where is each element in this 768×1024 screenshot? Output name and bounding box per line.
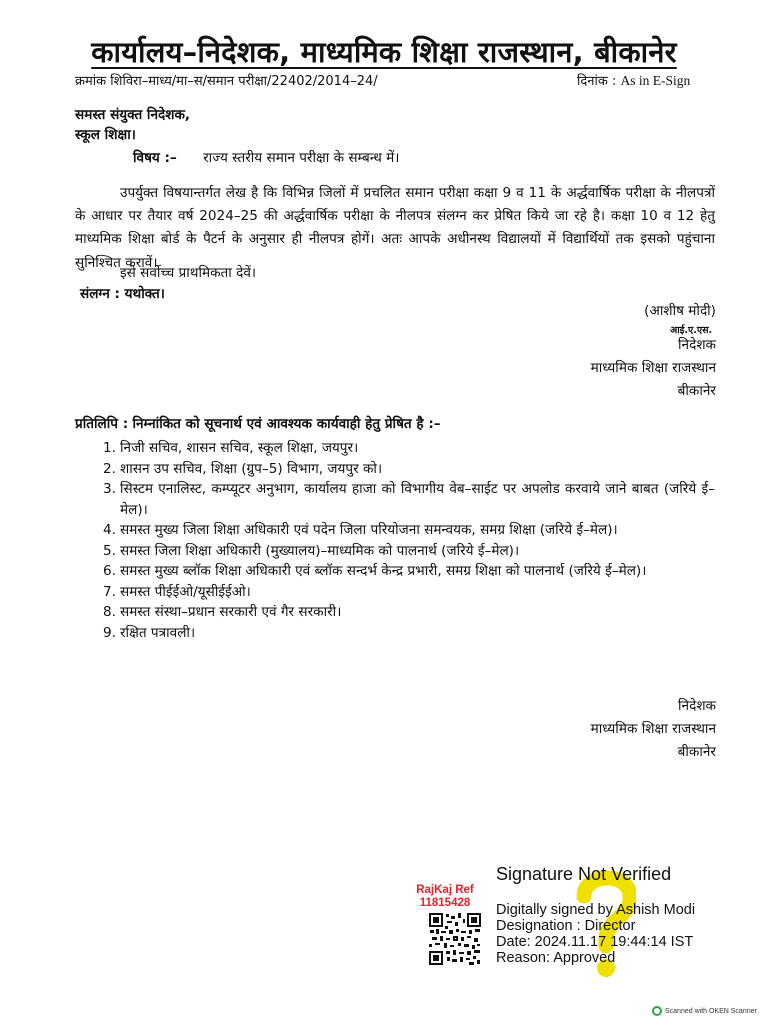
- rajkaj-reference: [412, 884, 478, 910]
- item-text: समस्त जिला शिक्षा अधिकारी (मुख्यालय)–माध्यमिक को पालनार्थ (जरिये ई–मेल)।: [120, 542, 520, 559]
- footer-signatory: [591, 695, 716, 764]
- enclosure-line: संलग्न : यथोक्त।: [80, 286, 165, 302]
- copy-to-heading-line: [75, 413, 441, 436]
- list-item: [103, 541, 715, 562]
- signatory-name: (आशीष मोदी): [644, 303, 716, 319]
- list-item: [103, 459, 715, 480]
- signature-signed-by: Digitally signed by Ashish Modi: [496, 902, 696, 918]
- rajkaj-number: 11815428: [419, 897, 471, 909]
- date-value: As in E-Sign: [620, 73, 691, 88]
- scanner-text: Scanned with OKEN Scanner: [665, 1007, 757, 1015]
- item-text: सिस्टम एनालिस्ट, कम्प्यूटर अनुभाग, कार्यालय हाजा को विभागीय वेब–साईट पर अपलोड करवाये जाने बाबत (जरिये ई–मेल)।: [120, 481, 715, 518]
- footer-designation: निदेशक: [678, 698, 716, 714]
- priority-line: इसे सर्वोच्च प्राथमिकता देवें।: [120, 265, 257, 281]
- list-item: [103, 602, 715, 623]
- subject-text: राज्य स्तरीय समान परीक्षा के सम्बन्ध में।: [203, 150, 400, 166]
- body-paragraph: उपर्युक्त विषयान्तर्गत लेख है कि विभिन्न जिलों में प्रचलित समान परीक्षा कक्षा 9 व 11 के अर्द्धवार्षिक परीक्षा के नीलपत्रों के आधार पर तैयार वर्ष 2024–25 की अर्द्धवार्षिक परीक्षा के नीलपत्र संलग्न कर प्रेषित किये जा रहे है। कक्षा 10 व 12 हेतु माध्यमिक शिक्षा बोर्ड के पैटर्न के अनुसार ही नीलपत्र होगें। अतः आपके अधीनस्थ विद्यालयों में विद्यार्थियों तक इसको पहुंचाना सुनिश्चित करावें।: [75, 185, 715, 271]
- item-number: 6.: [103, 563, 116, 579]
- item-text: शासन उप सचिव, शिक्षा (ग्रुप–5) विभाग, जयपुर को।: [120, 460, 383, 477]
- subject-line: [133, 147, 399, 170]
- item-number: 3.: [103, 481, 116, 497]
- office-title: कार्यालय–निदेशक, माध्यमिक शिक्षा राजस्थान, बीकानेर: [91, 35, 677, 69]
- item-number: 7.: [103, 583, 116, 600]
- addressee-line1: समस्त संयुक्त निदेशक,: [75, 107, 191, 123]
- copy-to-label: प्रतिलिपि :: [75, 416, 129, 432]
- list-item: [103, 582, 715, 603]
- signatory-place: बीकानेर: [677, 383, 716, 399]
- signature-status: Signature Not Verified: [496, 864, 672, 884]
- signatory-service: आई.ए.एस.: [670, 325, 713, 336]
- scanner-logo-icon: [652, 1006, 662, 1016]
- reference-number: क्रमांक शिविरा–माध्य/मा–स/समान परीक्षा/22402/2014–24/: [75, 74, 378, 89]
- footer-office: माध्यमिक शिक्षा राजस्थान: [590, 721, 716, 737]
- signature-designation: Designation : Director: [496, 918, 636, 934]
- signatory-designation: निदेशक: [678, 337, 716, 353]
- subject-label: विषय :–: [133, 150, 177, 166]
- item-number: 5.: [103, 542, 116, 559]
- signatory-details: [591, 334, 716, 403]
- signature-date: Date: 2024.11.17 19:44:14 IST: [496, 934, 694, 950]
- list-item: [103, 438, 715, 459]
- item-number: 1.: [103, 440, 116, 456]
- item-number: 9.: [103, 624, 116, 641]
- item-text: समस्त मुख्य जिला शिक्षा अधिकारी एवं पदेन जिला परियोजना समन्वयक, समग्र शिक्षा (जरिये ई–मेल)।: [120, 522, 618, 538]
- date-line: [577, 71, 690, 89]
- footer-place: बीकानेर: [677, 744, 716, 760]
- list-item: [103, 561, 715, 582]
- addressee-line2: स्कूल शिक्षा।: [75, 127, 136, 143]
- list-item: [103, 520, 715, 541]
- copy-to-heading: निम्नांकित को सूचनार्थ एवं आवश्यक कार्यवाही हेतु प्रेषित है :–: [132, 416, 441, 432]
- item-text: समस्त मुख्य ब्लॉक शिक्षा अधिकारी एवं ब्लॉक सन्दर्भ केन्द्र प्रभारी, समग्र शिक्षा को पालनार्थ (जरिये ई–मेल)।: [120, 563, 647, 579]
- item-text: समस्त संस्था–प्रधान सरकारी एवं गैर सरकारी।: [120, 604, 342, 620]
- scanner-watermark: [652, 1006, 757, 1016]
- list-item: [103, 623, 715, 644]
- signatory-office: माध्यमिक शिक्षा राजस्थान: [590, 360, 716, 376]
- signature-reason: Reason: Approved: [496, 950, 616, 966]
- list-item: [103, 479, 715, 520]
- rajkaj-label: RajKaj Ref: [416, 884, 474, 896]
- copy-to-list: [103, 438, 715, 643]
- item-number: 8.: [103, 604, 116, 620]
- signatory-block: [644, 300, 716, 323]
- item-text: समस्त पीईईओ/यूसीईईओ।: [120, 583, 251, 600]
- item-text: निजी सचिव, शासन सचिव, स्कूल शिक्षा, जयपुर।: [120, 440, 359, 456]
- item-number: 2.: [103, 460, 116, 477]
- item-number: 4.: [103, 522, 116, 538]
- item-text: रक्षित पत्रावली।: [120, 624, 196, 641]
- qr-code-icon: [429, 913, 481, 965]
- date-label: दिनांक :: [577, 74, 617, 89]
